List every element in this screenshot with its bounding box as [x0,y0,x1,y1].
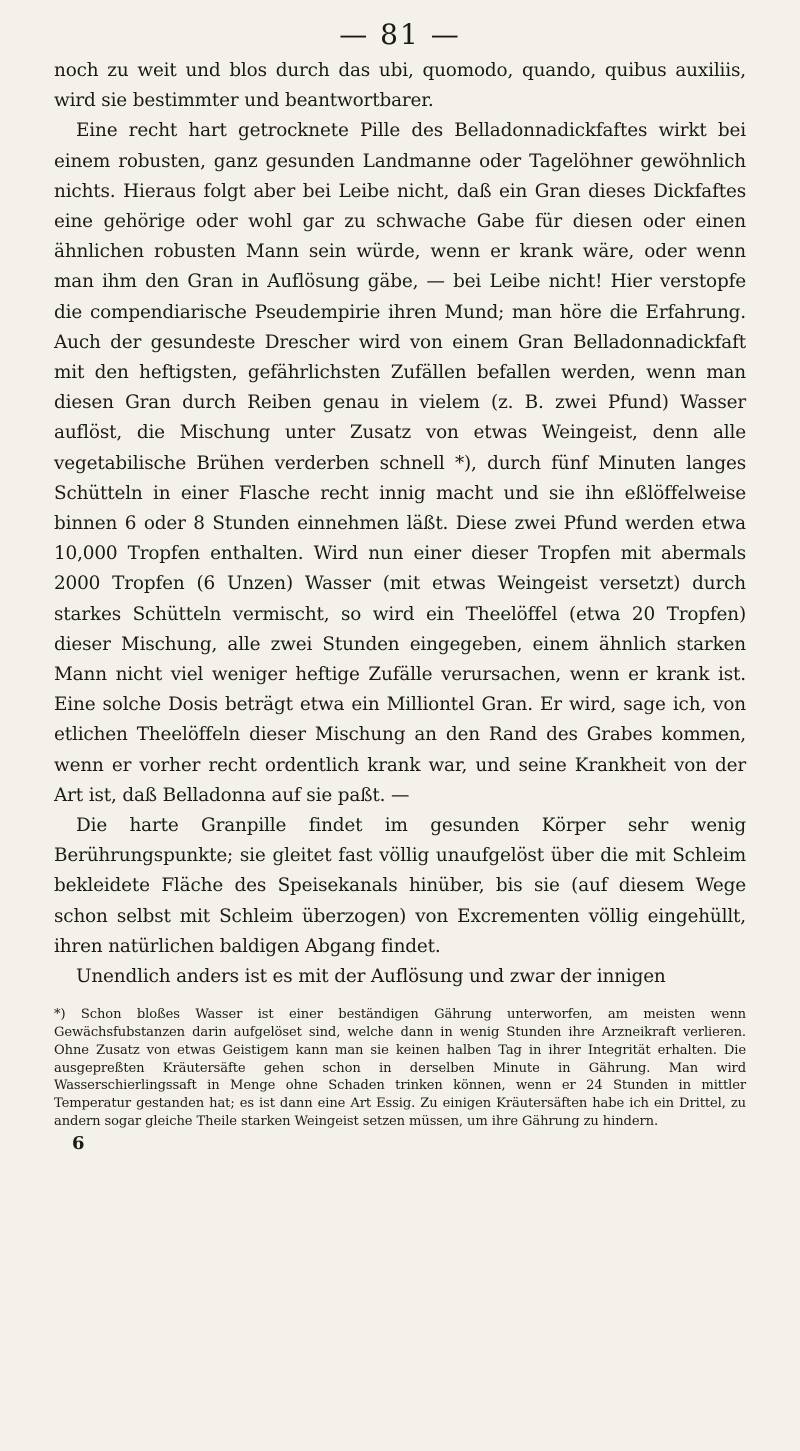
signature-mark: 6 [72,1132,85,1154]
footnote: *) Schon bloßes Wasser ist einer beständigen Gährung unterworfen, am meisten wenn Gewächsfubstanzen darin aufgelöset sind, welche dann in wenig Stunden ihre Arzneikraft verlieren. Ohne Zusatz von etwas Geistigem kann man sie keinen halben Tag in ihrer Integrität erhalten. Die ausgepreßten Kräutersäfte gehen schon in derselben Minute in Gährung. Man wird Wasserschierlingssaft in Menge ohne Schaden trinken können, wenn er 24 Stunden in mittler Temperatur gestanden hat; es ist dann eine Art Essig. Zu einigen Kräutersäften habe ich ein Drittel, zu andern sogar gleiche Theile starken Weingeist setzen müssen, um ihre Gährung zu hindern. [54,1007,746,1130]
main-text [54,56,746,992]
paragraph-unendlich: Unendlich anders ist es mit der Auflösung und zwar der innigen [76,966,666,988]
paragraph-granpille: Die harte Granpille findet im gesunden Körper sehr wenig Berührungspunkte; sie gleitet fast völlig unaufgelöst über die mit Schleim bekleidete Fläche des Speisekanals hinüber, bis sie (auf diesem Wege schon selbst mit Schleim überzogen) von Excrementen völlig eingehüllt, ihren natürlichen baldigen Abgang findet. [54,815,746,957]
footnote-separator [54,992,746,1006]
page-header [54,0,746,52]
page-number: — 81 — [339,18,461,51]
paragraph-continuation: noch zu weit und blos durch das ubi, quomodo, quando, quibus auxiliis, wird sie bestimmter und beantwortbarer. [54,60,746,112]
paragraph-belladonna-dose: Eine recht hart getrocknete Pille des Belladonnadickfaftes wirkt bei einem robusten, ganz gesunden Landmanne oder Tagelöhner gewöhnlich nichts. Hieraus folgt aber bei Leibe nicht, daß ein Gran dieses Dickfaftes eine gehörige oder wohl gar zu schwache Gabe für diesen oder einen ähnlichen robusten Mann sein würde, wenn er krank wäre, oder wenn man ihm den Gran in Auflösung gäbe, — bei Leibe nicht! Hier verstopfe die compendiarische Pseudempirie ihren Mund; man höre die Erfahrung. Auch der gesundeste Drescher wird von einem Gran Belladonnadickfaft mit den heftigsten, gefährlichsten Zufällen befallen werden, wenn man diesen Gran durch Reiben genau in vielem (z. B. zwei Pfund) Wasser auflöst, die Mischung unter Zusatz von etwas Weingeist, denn alle vegetabilische Brühen verderben schnell *), durch fünf Minuten langes Schütteln in einer Flasche recht innig macht und sie ihn eßlöffelweise binnen 6 oder 8 Stunden einnehmen läßt. Diese zwei Pfund werden etwa 10,000 Tropfen enthalten. Wird nun einer dieser Tropfen mit abermals 2000 Tropfen (6 Unzen) Wasser (mit etwas Weingeist versetzt) durch starkes Schütteln vermischt, so wird ein Theelöffel (etwa 20 Tropfen) dieser Mischung, alle zwei Stunden eingegeben, einem ähnlich starken Mann nicht viel weniger heftige Zufälle verursachen, wenn er krank ist. Eine solche Dosis beträgt etwa ein Milliontel Gran. Er wird, sage ich, von etlichen Theelöffeln dieser Mischung an den Rand des Grabes kommen, wenn er vorher recht ordentlich krank war, und seine Krankheit von der Art ist, daß Belladonna auf sie paßt. — [54,120,746,806]
